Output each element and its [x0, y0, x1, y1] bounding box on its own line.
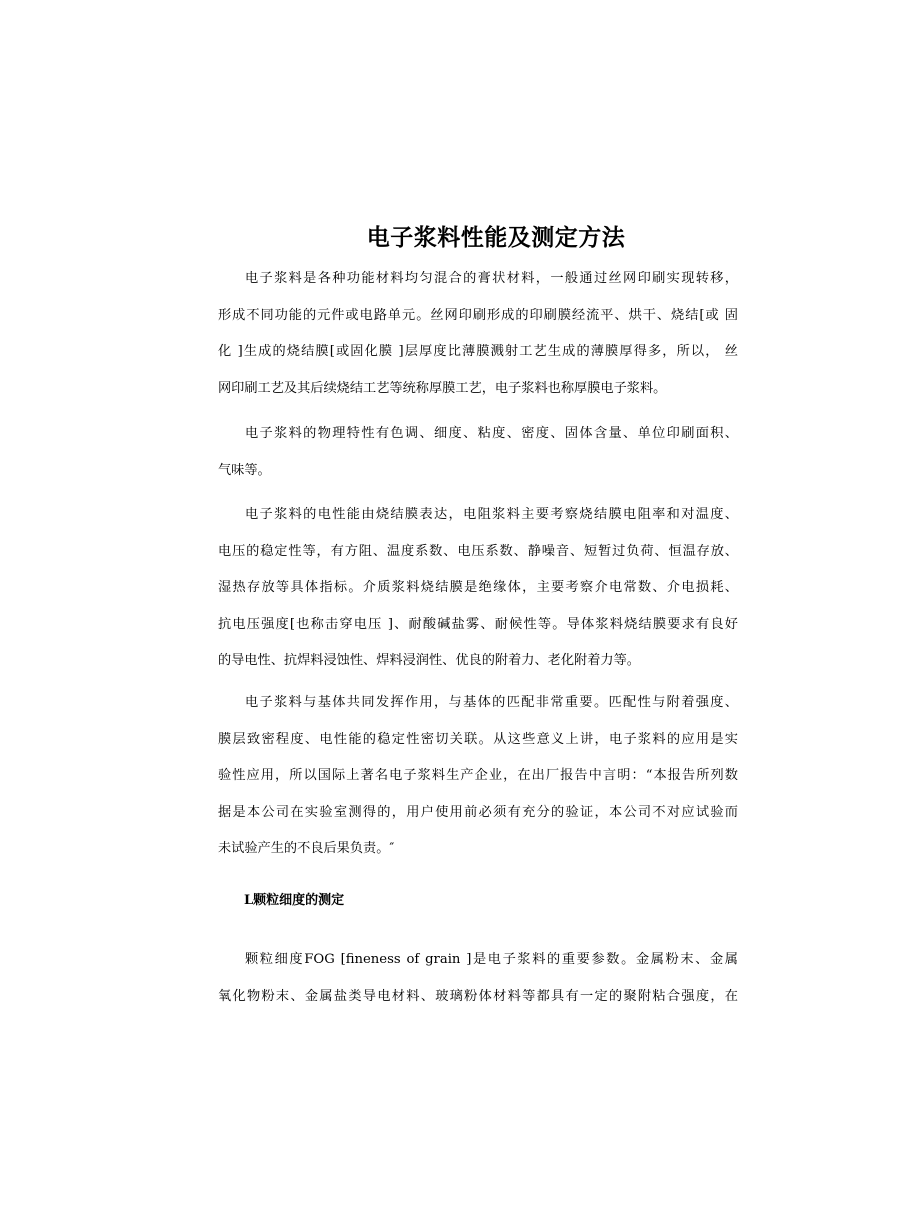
paragraph-physical-properties: [218, 416, 738, 489]
paragraph-line: 的导电性、抗焊料浸蚀性、焊料浸润性、优良的附着力、老化附着力等。: [218, 653, 640, 668]
paragraph-line: 据是本公司在实验室测得的，用户使用前必须有充分的验证，本公司不对应试验而: [218, 804, 738, 820]
paragraph-line: 颗粒细度FOG [fineness of grain ]是电子浆料的重要参数。金属粉末、金属: [245, 952, 738, 967]
paragraph-line: 膜层致密程度、电性能的稳定性密切关联。从这些意义上讲，电子浆料的应用是实: [218, 731, 738, 747]
paragraph-electrical-properties: [218, 497, 738, 680]
paragraph-line: 电压的稳定性等，有方阻、温度系数、电压系数、静噪音、短暂过负荷、恒温存放、: [218, 543, 738, 559]
paragraph-line: 电子浆料的电性能由烧结膜表达，电阻浆料主要考察烧结膜电阻率和对温度、: [245, 507, 738, 522]
paragraph-line: 抗电压强度[也称击穿电压 ]、耐酸碱盐雾、耐候性等。导体浆料烧结膜要求有良好: [218, 616, 738, 632]
paragraph-line: 氧化物粉末、金属盐类导电材料、玻璃粉体材料等都具有一定的聚附粘合强度，在: [218, 988, 738, 1004]
paragraph-particle-fineness: [218, 942, 738, 1015]
paragraph-substrate-matching: [218, 685, 738, 868]
paragraph-line: 湿热存放等具体指标。介质浆料烧结膜是绝缘体，主要考察介电常数、介电损耗、: [218, 580, 738, 595]
paragraph-line: 网印刷工艺及其后续烧结工艺等统称厚膜工艺，电子浆料也称厚膜电子浆料。: [218, 380, 667, 396]
paragraph-line: 验性应用，所以国际上著名电子浆料生产企业，在出厂报告中言明：“本报告所列数: [218, 768, 738, 783]
section-heading: L颗粒细度的测定: [244, 893, 345, 908]
paragraph-intro: [218, 261, 738, 407]
document-title: 电子浆料性能及测定方法: [366, 225, 626, 251]
paragraph-line: 电子浆料的物理特性有色调、细度、粘度、密度、固体含量、单位印刷面积、: [245, 426, 738, 441]
paragraph-line: 电子浆料与基体共同发挥作用，与基体的匹配非常重要。匹配性与附着强度、: [245, 695, 738, 710]
paragraph-line: 未试验产生的不良后果负责。″: [218, 841, 395, 856]
paragraph-line: 电子浆料是各种功能材料均匀混合的膏状材料，一般通过丝网印刷实现转移，: [245, 271, 738, 286]
paragraph-line: 形成不同功能的元件或电路单元。丝网印刷形成的印刷膜经流平、烘干、烧结[或 固: [218, 307, 738, 323]
paragraph-line: 化 ]生成的烧结膜[或固化膜 ]层厚度比薄膜溅射工艺生成的薄膜厚得多，所以， 丝: [218, 344, 738, 359]
paragraph-line: 气味等。: [218, 462, 271, 478]
